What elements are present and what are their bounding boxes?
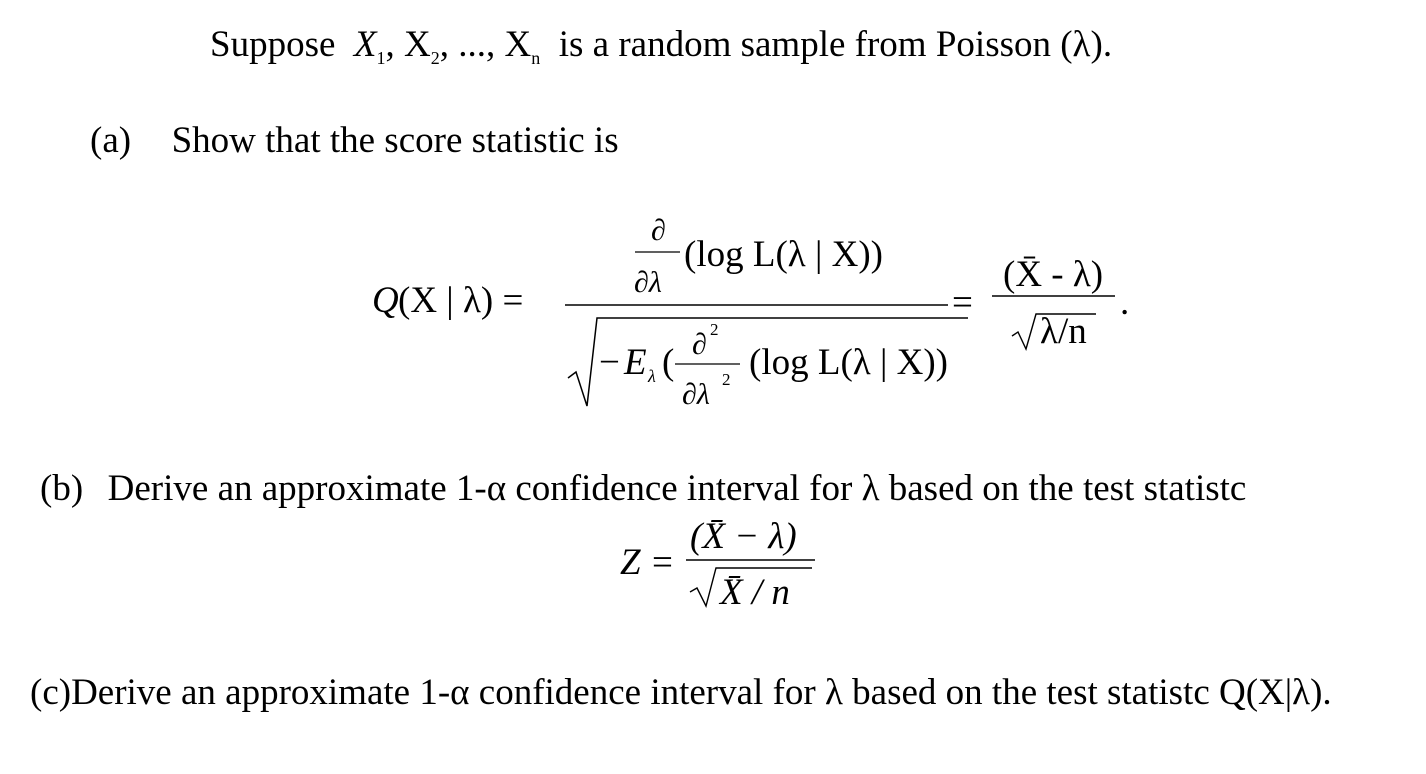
- eq-a-den-minus: −: [599, 342, 620, 383]
- eq-a-den-expr: (log L(λ | X)): [749, 342, 948, 383]
- z-equation: [620, 516, 815, 613]
- intro-sub-2: 2: [430, 48, 440, 68]
- eq-a-lhs-rest: (X | λ) =: [398, 280, 524, 321]
- eq-a-Q: Q: [372, 280, 399, 321]
- eq-b-eq: =: [652, 542, 673, 583]
- eq-a-den-E: E: [624, 342, 647, 383]
- eq-a-den-E-sub: λ: [648, 366, 656, 386]
- eq-a-den-dlambda2-sup: 2: [722, 370, 731, 389]
- eq-a-den-partial2-sup: 2: [710, 320, 719, 339]
- eq-a-equals: =: [952, 282, 973, 323]
- intro-sub-n: n: [531, 48, 541, 68]
- intro-sep-2: , ..., X: [439, 24, 532, 65]
- intro-sub-1: 1: [376, 48, 386, 68]
- eq-a-num-expr: (log L(λ | X)): [684, 234, 883, 275]
- eq-b-Z: Z: [620, 542, 641, 583]
- eq-a-den-partial2: ∂: [692, 328, 707, 361]
- part-a-text: Show that the score statistic is: [171, 120, 619, 161]
- score-equation: [372, 214, 1129, 411]
- eq-a-rhs-den: λ/n: [1040, 311, 1087, 352]
- intro-var-x: X: [353, 24, 377, 65]
- intro-prefix: Suppose: [210, 24, 336, 65]
- eq-a-period: .: [1120, 282, 1130, 323]
- eq-a-den-open: (: [662, 342, 675, 383]
- eq-b-den: X̄ / n: [720, 572, 790, 613]
- intro-suffix: is a random sample from Poisson (λ).: [558, 24, 1113, 65]
- part-b-text: Derive an approximate 1-α confidence interval for λ based on the test statistc: [107, 468, 1247, 509]
- part-a-label: (a): [90, 120, 132, 161]
- eq-a-rhs-num: (X̄ - λ): [1003, 254, 1104, 295]
- eq-b-num: (X̄ − λ): [690, 516, 797, 557]
- part-c-text: (c)Derive an approximate 1-α confidence interval for λ based on the test statistc Q(X|λ).: [30, 672, 1332, 713]
- part-b-label: (b): [40, 468, 84, 509]
- eq-a-num-dlambda: ∂λ: [634, 266, 662, 299]
- eq-a-num-partial: ∂: [651, 214, 666, 247]
- eq-a-den-dlambda2: ∂λ: [682, 378, 710, 411]
- intro-sep-1: , X: [385, 24, 431, 65]
